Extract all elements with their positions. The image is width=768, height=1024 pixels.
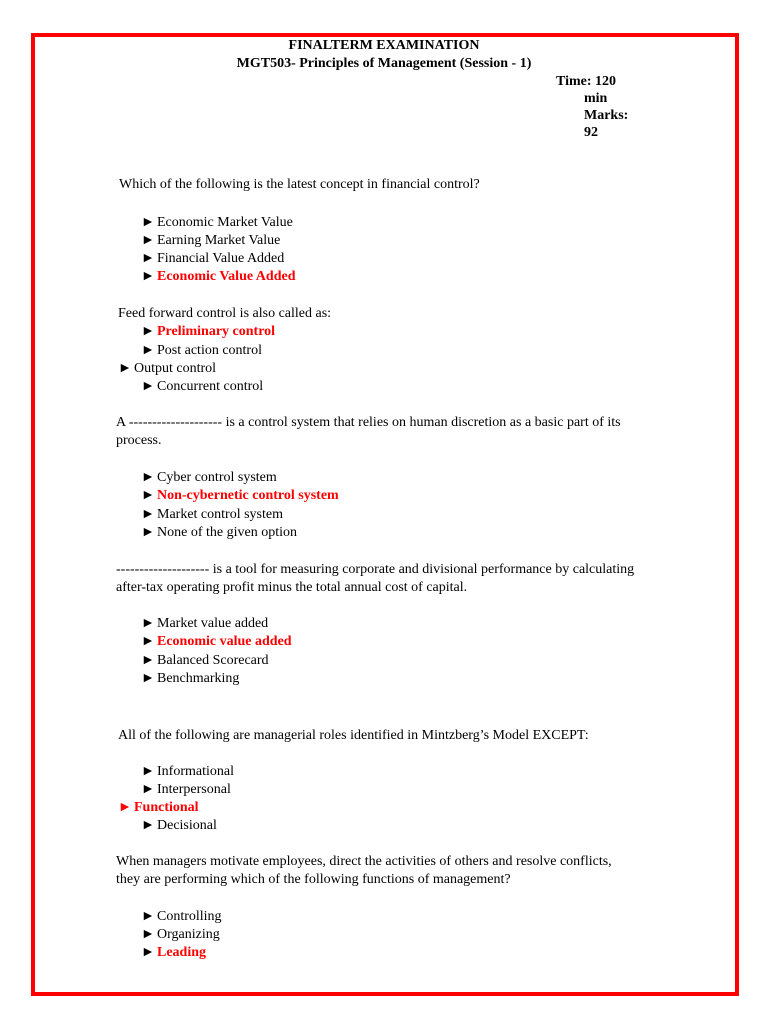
option	[141, 214, 293, 232]
arrow-marker-icon: ►	[141, 616, 155, 631]
option-correct	[141, 323, 275, 341]
option-label-correct: Leading	[157, 945, 207, 960]
option-label: Controlling	[157, 909, 222, 924]
arrow-marker-icon: ►	[141, 782, 155, 797]
option-correct	[141, 487, 339, 505]
option	[141, 469, 277, 487]
option-label: Cyber control system	[157, 470, 277, 485]
option-label: Decisional	[157, 818, 217, 833]
marks-label: Marks:	[584, 108, 629, 123]
arrow-marker-icon: ►	[118, 800, 132, 815]
option-label-correct: Economic value added	[157, 634, 292, 649]
option	[141, 524, 297, 542]
arrow-marker-icon: ►	[141, 764, 155, 779]
option-label: Market value added	[157, 616, 269, 631]
option-label: Financial Value Added	[157, 251, 285, 266]
option-label: Economic Market Value	[157, 215, 293, 230]
question-text: Feed forward control is also called as:	[118, 306, 332, 321]
time-unit: min	[584, 91, 608, 106]
option-label: Concurrent control	[157, 379, 264, 394]
arrow-marker-icon: ►	[141, 671, 155, 686]
option-label: Informational	[157, 764, 234, 779]
option	[141, 763, 234, 781]
option	[141, 908, 222, 926]
arrow-marker-icon: ►	[141, 927, 155, 942]
option-label: Earning Market Value	[157, 233, 281, 248]
option-label-correct: Economic Value Added	[157, 269, 296, 284]
arrow-marker-icon: ►	[141, 251, 155, 266]
arrow-marker-icon: ►	[141, 507, 155, 522]
option	[141, 781, 231, 799]
option-label: Market control system	[157, 507, 283, 522]
exam-title: FINALTERM EXAMINATION	[288, 38, 480, 53]
arrow-marker-icon: ►	[141, 909, 155, 924]
option-label-correct: Non-cybernetic control system	[157, 488, 339, 503]
arrow-marker-icon: ►	[141, 525, 155, 540]
option-label-correct: Functional	[134, 800, 199, 815]
option-label: Post action control	[157, 343, 262, 358]
option	[141, 342, 262, 360]
arrow-marker-icon: ►	[118, 361, 132, 376]
time-label: Time: 120	[556, 74, 617, 89]
option	[141, 378, 263, 396]
option-correct	[141, 633, 292, 651]
option	[141, 817, 217, 835]
option	[141, 506, 283, 524]
option-label: Output control	[134, 361, 217, 376]
option-label: None of the given option	[157, 525, 297, 540]
option	[118, 360, 216, 378]
arrow-marker-icon: ►	[141, 379, 155, 394]
option-correct	[141, 268, 295, 286]
question-text: Which of the following is the latest concept in financial control?	[119, 177, 480, 192]
arrow-marker-icon: ►	[141, 945, 155, 960]
arrow-marker-icon: ►	[141, 470, 155, 485]
option-label: Interpersonal	[157, 782, 231, 797]
arrow-marker-icon: ►	[141, 215, 155, 230]
option-label-correct: Preliminary control	[157, 324, 276, 339]
option	[141, 232, 280, 250]
arrow-marker-icon: ►	[141, 818, 155, 833]
arrow-marker-icon: ►	[141, 233, 155, 248]
marks-value: 92	[584, 125, 598, 140]
arrow-marker-icon: ►	[141, 488, 155, 503]
question-text: A -------------------- is a control system that relies on human discretion as a basic part of its process.	[116, 415, 621, 448]
option-label: Benchmarking	[157, 671, 240, 686]
option-label: Balanced Scorecard	[157, 653, 269, 668]
option-label: Organizing	[157, 927, 220, 942]
arrow-marker-icon: ►	[141, 343, 155, 358]
option	[141, 652, 269, 670]
question-text: When managers motivate employees, direct the activities of others and resolve conflicts, they are performing which of the following functions of management?	[116, 854, 612, 887]
option	[141, 615, 268, 633]
question-text: All of the following are managerial roles identified in Mintzberg’s Model EXCEPT:	[118, 728, 589, 743]
option	[141, 670, 239, 688]
exam-subtitle: MGT503- Principles of Management (Session - 1)	[236, 56, 532, 71]
arrow-marker-icon: ►	[141, 324, 155, 339]
arrow-marker-icon: ►	[141, 634, 155, 649]
option-correct	[118, 799, 199, 817]
option	[141, 250, 284, 268]
question-text: -------------------- is a tool for measuring corporate and divisional performance by calculating after-tax operating profit minus the total annual cost of capital.	[116, 562, 635, 595]
option	[141, 926, 220, 944]
arrow-marker-icon: ►	[141, 269, 155, 284]
arrow-marker-icon: ►	[141, 653, 155, 668]
option-correct	[141, 944, 206, 962]
